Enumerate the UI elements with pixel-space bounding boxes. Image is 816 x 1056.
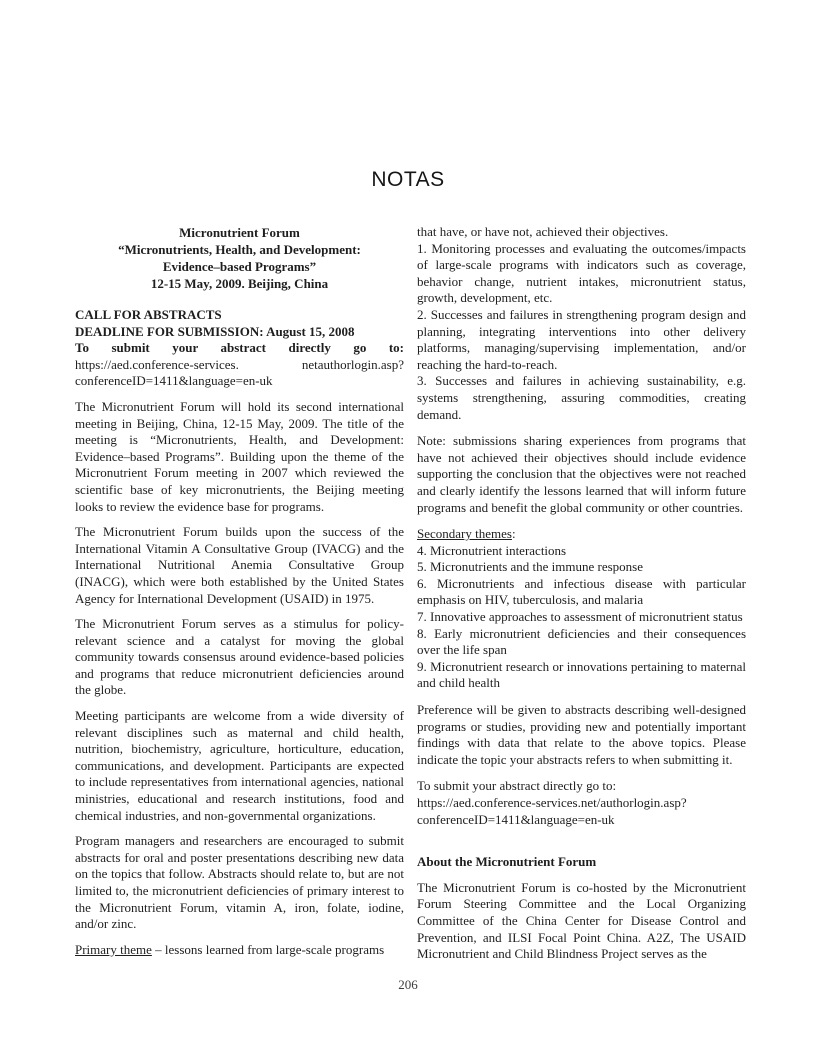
about-heading: About the Micronutrient Forum <box>417 854 597 870</box>
forum-heading-line: 12-15 May, 2009. Beijing, China <box>150 276 329 291</box>
right-column <box>417 224 746 963</box>
note-paragraph: Note: submissions sharing experiences from programs that have not achieved their objectives should include evidence supporting the conclusion that the objectives were not reached and clearly identify the lessons learned that will inform future programs and benefit the global community or other countries. <box>417 433 746 515</box>
numbered-item: 4. Micronutrient interactions <box>417 542 567 558</box>
submit-lead: To submit your abstract directly go to: <box>75 340 404 356</box>
forum-heading <box>75 224 404 292</box>
about-paragraph: The Micronutrient Forum is co-hosted by the Micronutrient Forum Steering Committee and the Local Organizing Committee of the China Center for Disease Control and Prevention, and ILSI Focal Point China. A2Z, The USAID Micronutrient and Child Blindness Project serves as the <box>417 879 746 962</box>
numbered-item: 5. Micronutrients and the immune response <box>417 559 644 575</box>
primary-theme-line <box>75 942 404 959</box>
deadline-heading: DEADLINE FOR SUBMISSION: August 15, 2008 <box>75 323 355 339</box>
two-column-layout <box>75 224 746 963</box>
forum-heading-line: Micronutrient Forum <box>179 225 300 240</box>
secondary-themes-label: Secondary themes <box>417 526 512 542</box>
numbered-item: 7. Innovative approaches to assessment of micronutrient status <box>417 609 743 625</box>
page-number: 206 <box>398 977 418 992</box>
numbered-item: 8. Early micronutrient deficiencies and their consequences over the life span <box>417 625 746 658</box>
submit-instructions <box>75 340 404 390</box>
numbered-item: 6. Micronutrients and infectious disease with particular emphasis on HIV, tuberculosis, and malaria <box>417 575 746 608</box>
numbered-item: 3. Successes and failures in achieving sustainability, e.g. systems strengthening, assuring commodities, creating demand. <box>417 373 746 422</box>
forum-heading-line: Evidence–based Programs” <box>162 259 317 274</box>
intro-continuation-line: that have, or have not, achieved their objectives. <box>417 224 669 239</box>
paragraph: Meeting participants are welcome from a wide diversity of relevant disciplines such as maternal and child health, nutrition, biochemistry, agriculture, horticulture, education, communications, and development. Participants are expected to include representatives from international agencies, national ministries, educational and research institutions, food and chemical industries, and non-governmental organizations. <box>75 708 404 823</box>
numbered-item: 1. Monitoring processes and evaluating the outcomes/impacts of large-scale programs with indicators such as coverage, behavior change, nutrient intakes, micronutrient status, growth, development, etc. <box>417 240 746 306</box>
paragraph: Program managers and researchers are encouraged to submit abstracts for oral and poster presentations describing new data on the topics that follow. Abstracts should relate to, but are not limited to, the micronutrient deficiencies of primary interest to the Micronutrient Forum, vitamin A, iron, folate, iodine, and/or zinc. <box>75 833 404 932</box>
submit-block-url: conferenceID=1411&language=en-uk <box>417 811 615 827</box>
numbered-item: 9. Micronutrient research or innovations pertaining to maternal and child health <box>417 658 746 691</box>
left-column <box>75 224 404 963</box>
call-for-abstracts-heading: CALL FOR ABSTRACTS <box>75 307 222 322</box>
secondary-themes-colon: : <box>511 526 516 542</box>
primary-theme-label: Primary theme <box>75 941 152 957</box>
submit-url-text: https://aed.conference-services. netauthorlogin.asp?conferenceID=1411&language=en-uk <box>75 356 404 389</box>
page-title: NOTAS <box>371 168 445 191</box>
submit-block-line: To submit your abstract directly go to: <box>417 778 617 794</box>
preference-paragraph: Preference will be given to abstracts describing well-designed programs or studies, providing new and potentially important findings with data that relate to the above topics. Please indicate the topic your abstracts refers to when submitting it. <box>417 702 746 767</box>
forum-heading-line: “Micronutrients, Health, and Development: <box>118 242 361 257</box>
paragraph: The Micronutrient Forum serves as a stimulus for policy-relevant science and a catalyst for moving the global community towards consensus around evidence-based policies and programs that reduce micronutrient deficiencies around the globe. <box>75 616 404 698</box>
paragraph: The Micronutrient Forum will hold its second international meeting in Beijing, China, 12-15 May, 2009. The title of the meeting is “Micronutrients, Health, and Development: Evidence–based Programs”. Building upon the theme of the Micronutrient Forum meeting in 2007 which reviewed the scientific base of key micronutrients, the Beijing meeting looks to review the evidence base for programs. <box>75 398 404 514</box>
numbered-item: 2. Successes and failures in strengthening program design and planning, integrating interventions into other delivery platforms, managing/supervising implementation, and/or reaching the hard-to-reach. <box>417 306 746 372</box>
primary-theme-text: – lessons learned from large-scale programs <box>151 941 385 957</box>
secondary-themes-heading <box>417 526 746 543</box>
submit-block-url: https://aed.conference-services.net/authorlogin.asp? <box>417 795 687 810</box>
paragraph: The Micronutrient Forum builds upon the success of the International Vitamin A Consultative Group (IVACG) and the International Nutritional Anemia Consultative Group (INACG), which were both established by the United States Agency for International Development (USAID) in 1975. <box>75 524 404 606</box>
